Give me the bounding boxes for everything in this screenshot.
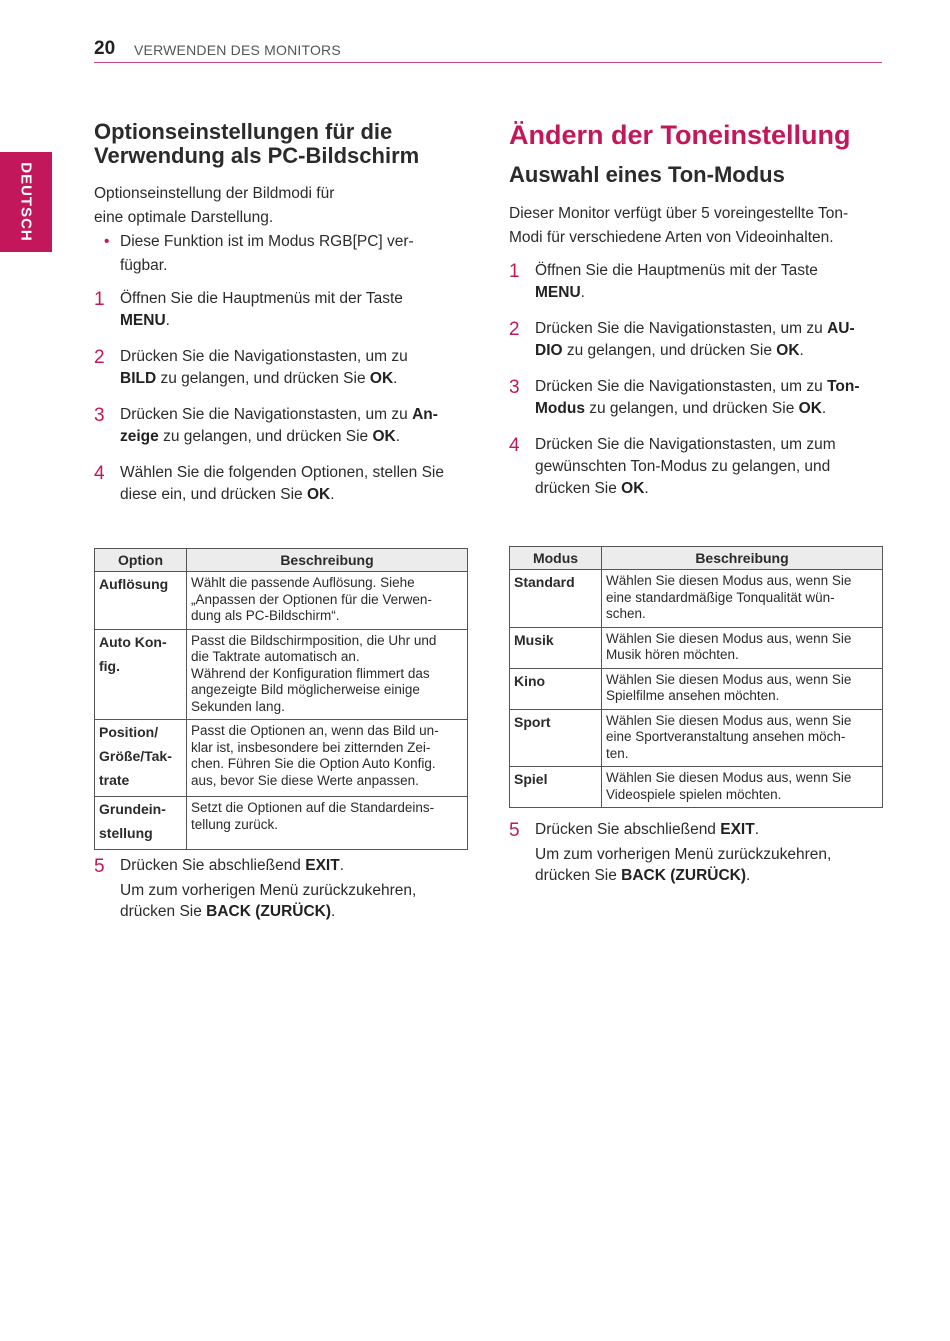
step-text: . bbox=[799, 342, 804, 359]
table-row bbox=[95, 720, 468, 797]
option-name: stellung bbox=[99, 825, 153, 841]
step-text: Drücken Sie abschließend bbox=[535, 821, 721, 838]
step-text: . bbox=[165, 312, 170, 329]
step-key: MENU bbox=[535, 284, 581, 301]
description-line: „Anpassen der Optionen für die Verwen- bbox=[191, 591, 432, 607]
step-text: diese ein, und drücken Sie bbox=[120, 486, 307, 503]
option-name: Grundein- bbox=[99, 801, 166, 817]
option-cell bbox=[95, 572, 187, 630]
right-step-3 bbox=[509, 376, 883, 420]
description-cell bbox=[187, 572, 468, 630]
mode-cell: Sport bbox=[510, 709, 602, 767]
mode-cell: Kino bbox=[510, 668, 602, 709]
step-key: AU- bbox=[827, 320, 855, 337]
option-cell bbox=[95, 797, 187, 850]
step-text: Öffnen Sie die Hauptmenüs mit der Taste bbox=[535, 262, 818, 279]
note-key: BACK (ZURÜCK) bbox=[206, 903, 332, 920]
step-key: OK bbox=[621, 480, 645, 497]
left-step-3 bbox=[94, 404, 468, 448]
column-header-option: Option bbox=[95, 549, 187, 572]
table-row bbox=[510, 668, 883, 709]
step-number: 5 bbox=[509, 820, 520, 841]
step-number: 2 bbox=[509, 319, 520, 340]
step-text: Drücken Sie die Navigationstasten, um zu bbox=[535, 320, 828, 337]
mode-cell: Musik bbox=[510, 627, 602, 668]
description-line: eine standardmäßige Tonqualität wün- bbox=[606, 589, 835, 605]
right-column bbox=[509, 118, 883, 514]
left-heading bbox=[94, 120, 468, 168]
description-cell bbox=[187, 797, 468, 850]
right-intro-line2: Modi für verschiedene Arten von Videoinhalten. bbox=[509, 229, 834, 246]
bullet-dot-icon: • bbox=[104, 233, 110, 250]
description-cell bbox=[602, 570, 883, 628]
step-number: 3 bbox=[94, 405, 105, 426]
note-key: BACK (ZURÜCK) bbox=[621, 867, 747, 884]
step-text: gewünschten Ton-Modus zu gelangen, und bbox=[535, 458, 831, 475]
right-steps bbox=[509, 260, 883, 500]
step-key: OK bbox=[776, 342, 800, 359]
description-line: Passt die Bildschirmposition, die Uhr und bbox=[191, 632, 437, 648]
step-key: OK bbox=[372, 428, 396, 445]
right-final-step bbox=[509, 819, 883, 886]
description-line: Passt die Optionen an, wenn das Bild un- bbox=[191, 723, 439, 738]
table-row bbox=[510, 627, 883, 668]
table-row bbox=[510, 570, 883, 628]
left-final-step bbox=[94, 855, 468, 922]
description-cell bbox=[602, 709, 883, 767]
description-line: tellung zurück. bbox=[191, 816, 279, 832]
description-cell bbox=[602, 767, 883, 808]
description-cell bbox=[187, 629, 468, 720]
sound-modes-table bbox=[509, 546, 883, 808]
language-tab-label: DEUTSCH bbox=[17, 162, 35, 242]
language-tab bbox=[0, 152, 52, 252]
description-line: eine Sportveranstaltung ansehen möch- bbox=[606, 729, 846, 744]
left-note-bullet bbox=[94, 230, 468, 278]
step-text: . bbox=[821, 400, 827, 417]
right-step-2 bbox=[509, 318, 883, 362]
column-header-mode: Modus bbox=[510, 547, 602, 570]
description-line: Sekunden lang. bbox=[191, 698, 285, 714]
page-header bbox=[94, 38, 882, 63]
left-step-4 bbox=[94, 462, 468, 506]
step-text: zu gelangen, und drücken Sie bbox=[562, 342, 777, 359]
table-row bbox=[510, 709, 883, 767]
step-text: . bbox=[580, 284, 585, 301]
option-name: trate bbox=[99, 772, 130, 788]
step-key: Ton- bbox=[827, 378, 860, 395]
step-key: OK bbox=[306, 486, 331, 503]
description-cell bbox=[602, 668, 883, 709]
section-title: VERWENDEN DES MONITORS bbox=[134, 42, 341, 58]
table-header-row bbox=[95, 549, 468, 572]
description-line: Während der Konfiguration flimmert das bbox=[191, 665, 430, 681]
step-text: drücken Sie bbox=[535, 480, 622, 497]
left-intro-line1: Optionseinstellung der Bildmodi für bbox=[94, 185, 335, 202]
bullet-line1: Diese Funktion ist im Modus RGB[PC] ver- bbox=[120, 233, 414, 250]
step-text: zu gelangen, und drücken Sie bbox=[158, 428, 373, 445]
left-intro bbox=[94, 182, 468, 230]
column-header-description: Beschreibung bbox=[602, 547, 883, 570]
left-step-2 bbox=[94, 346, 468, 390]
left-heading-line1: Optionseinstellungen für die bbox=[94, 119, 393, 144]
description-line: dung als PC-Bildschirm“. bbox=[191, 608, 340, 623]
step-text: . bbox=[393, 370, 398, 387]
step-number: 5 bbox=[94, 856, 105, 877]
step-number: 1 bbox=[509, 261, 520, 282]
step-number: 3 bbox=[509, 377, 520, 398]
step-text: . bbox=[339, 857, 345, 874]
description-line: die Taktrate automatisch an. bbox=[191, 649, 360, 664]
left-column bbox=[94, 120, 468, 520]
option-name: Größe/Tak- bbox=[99, 748, 172, 764]
step-number: 2 bbox=[94, 347, 105, 368]
left-intro-line2: eine optimale Darstellung. bbox=[94, 209, 274, 226]
step-number: 1 bbox=[94, 289, 105, 310]
step-key: MENU bbox=[120, 312, 166, 329]
right-return-note bbox=[509, 844, 883, 886]
option-cell bbox=[95, 629, 187, 720]
mode-cell: Standard bbox=[510, 570, 602, 628]
step-number: 4 bbox=[509, 435, 520, 456]
note-text: drücken Sie bbox=[120, 903, 207, 920]
note-text: Um zum vorherigen Menü zurückzukehren, bbox=[535, 846, 832, 863]
left-steps bbox=[94, 288, 468, 506]
left-step-5 bbox=[94, 855, 468, 877]
description-line: aus, bevor Sie diese Werte anpassen. bbox=[191, 772, 419, 788]
right-intro bbox=[509, 202, 883, 250]
description-line: Wählen Sie diesen Modus aus, wenn Sie bbox=[606, 712, 852, 728]
step-text: . bbox=[644, 480, 649, 497]
step-key: EXIT bbox=[305, 857, 340, 874]
pc-options-table bbox=[94, 548, 468, 850]
step-key: Modus bbox=[535, 400, 585, 417]
description-line: klar ist, insbesondere bei zitternden Zei- bbox=[191, 739, 431, 755]
description-line: Wählen Sie diesen Modus aus, wenn Sie bbox=[606, 770, 852, 785]
step-text: . bbox=[330, 486, 335, 503]
description-line: schen. bbox=[606, 606, 646, 621]
bullet-line2: fügbar. bbox=[120, 257, 168, 274]
step-key: An- bbox=[412, 406, 438, 423]
right-subheading: Auswahl eines Ton-Modus bbox=[509, 162, 785, 187]
right-intro-line1: Dieser Monitor verfügt über 5 voreingestellte Ton- bbox=[509, 205, 849, 222]
step-key: BILD bbox=[120, 370, 157, 387]
description-line: ten. bbox=[606, 745, 629, 761]
option-name: Position/ bbox=[99, 724, 159, 740]
step-text: . bbox=[754, 821, 760, 838]
table-row bbox=[95, 797, 468, 850]
step-text: zu gelangen, und drücken Sie bbox=[584, 400, 799, 417]
column-header-description: Beschreibung bbox=[187, 549, 468, 572]
step-text: Drücken Sie die Navigationstasten, um zu bbox=[120, 348, 408, 365]
description-cell bbox=[602, 627, 883, 668]
description-line: Videospiele spielen möchten. bbox=[606, 786, 782, 802]
table-row bbox=[95, 572, 468, 630]
step-text: . bbox=[395, 428, 401, 445]
left-return-note bbox=[94, 880, 468, 922]
step-text: Öffnen Sie die Hauptmenüs mit der Taste bbox=[120, 290, 403, 307]
description-cell bbox=[187, 720, 468, 797]
step-text: zu gelangen, und drücken Sie bbox=[156, 370, 370, 387]
description-line: Wählen Sie diesen Modus aus, wenn Sie bbox=[606, 630, 852, 646]
description-line: Musik hören möchten. bbox=[606, 647, 739, 662]
step-text: Wählen Sie die folgenden Optionen, stellen Sie bbox=[120, 464, 444, 481]
note-text: . bbox=[746, 867, 751, 884]
note-text: . bbox=[331, 903, 336, 920]
step-number: 4 bbox=[94, 463, 105, 484]
description-line: Setzt die Optionen auf die Standardeins- bbox=[191, 800, 435, 815]
step-key: OK bbox=[798, 400, 822, 417]
right-step-4 bbox=[509, 434, 883, 500]
description-line: Spielfilme ansehen möchten. bbox=[606, 688, 780, 703]
description-line: Wählt die passende Auflösung. Siehe bbox=[191, 575, 415, 590]
step-key: zeige bbox=[120, 428, 159, 445]
description-line: angezeigte Bild möglicherweise einige bbox=[191, 682, 420, 697]
table-row bbox=[95, 629, 468, 720]
left-step-1 bbox=[94, 288, 468, 332]
page-number: 20 bbox=[94, 38, 116, 59]
table-row bbox=[510, 767, 883, 808]
step-text: Drücken Sie die Navigationstasten, um zu bbox=[120, 406, 413, 423]
description-line: Wählen Sie diesen Modus aus, wenn Sie bbox=[606, 671, 852, 687]
left-heading-line2: Verwendung als PC-Bildschirm bbox=[94, 143, 420, 168]
step-text: Drücken Sie abschließend bbox=[120, 857, 306, 874]
description-line: chen. Führen Sie die Option Auto Konfig. bbox=[191, 756, 436, 771]
option-cell bbox=[95, 720, 187, 797]
table-header-row bbox=[510, 547, 883, 570]
step-text: Drücken Sie die Navigationstasten, um zu bbox=[535, 378, 828, 395]
step-text: Drücken Sie die Navigationstasten, um zum bbox=[535, 436, 836, 453]
option-name: fig. bbox=[99, 657, 120, 674]
right-heading: Ändern der Toneinstellung bbox=[509, 120, 851, 150]
right-step-1 bbox=[509, 260, 883, 304]
note-text: drücken Sie bbox=[535, 867, 622, 884]
step-key: DIO bbox=[535, 342, 563, 359]
option-name: Auto Kon- bbox=[99, 633, 167, 650]
option-name: Auflösung bbox=[99, 576, 169, 592]
right-step-5 bbox=[509, 819, 883, 841]
step-key: EXIT bbox=[720, 821, 755, 838]
description-line: Wählen Sie diesen Modus aus, wenn Sie bbox=[606, 573, 852, 588]
note-text: Um zum vorherigen Menü zurückzukehren, bbox=[120, 882, 417, 899]
step-key: OK bbox=[369, 370, 394, 387]
mode-cell: Spiel bbox=[510, 767, 602, 808]
